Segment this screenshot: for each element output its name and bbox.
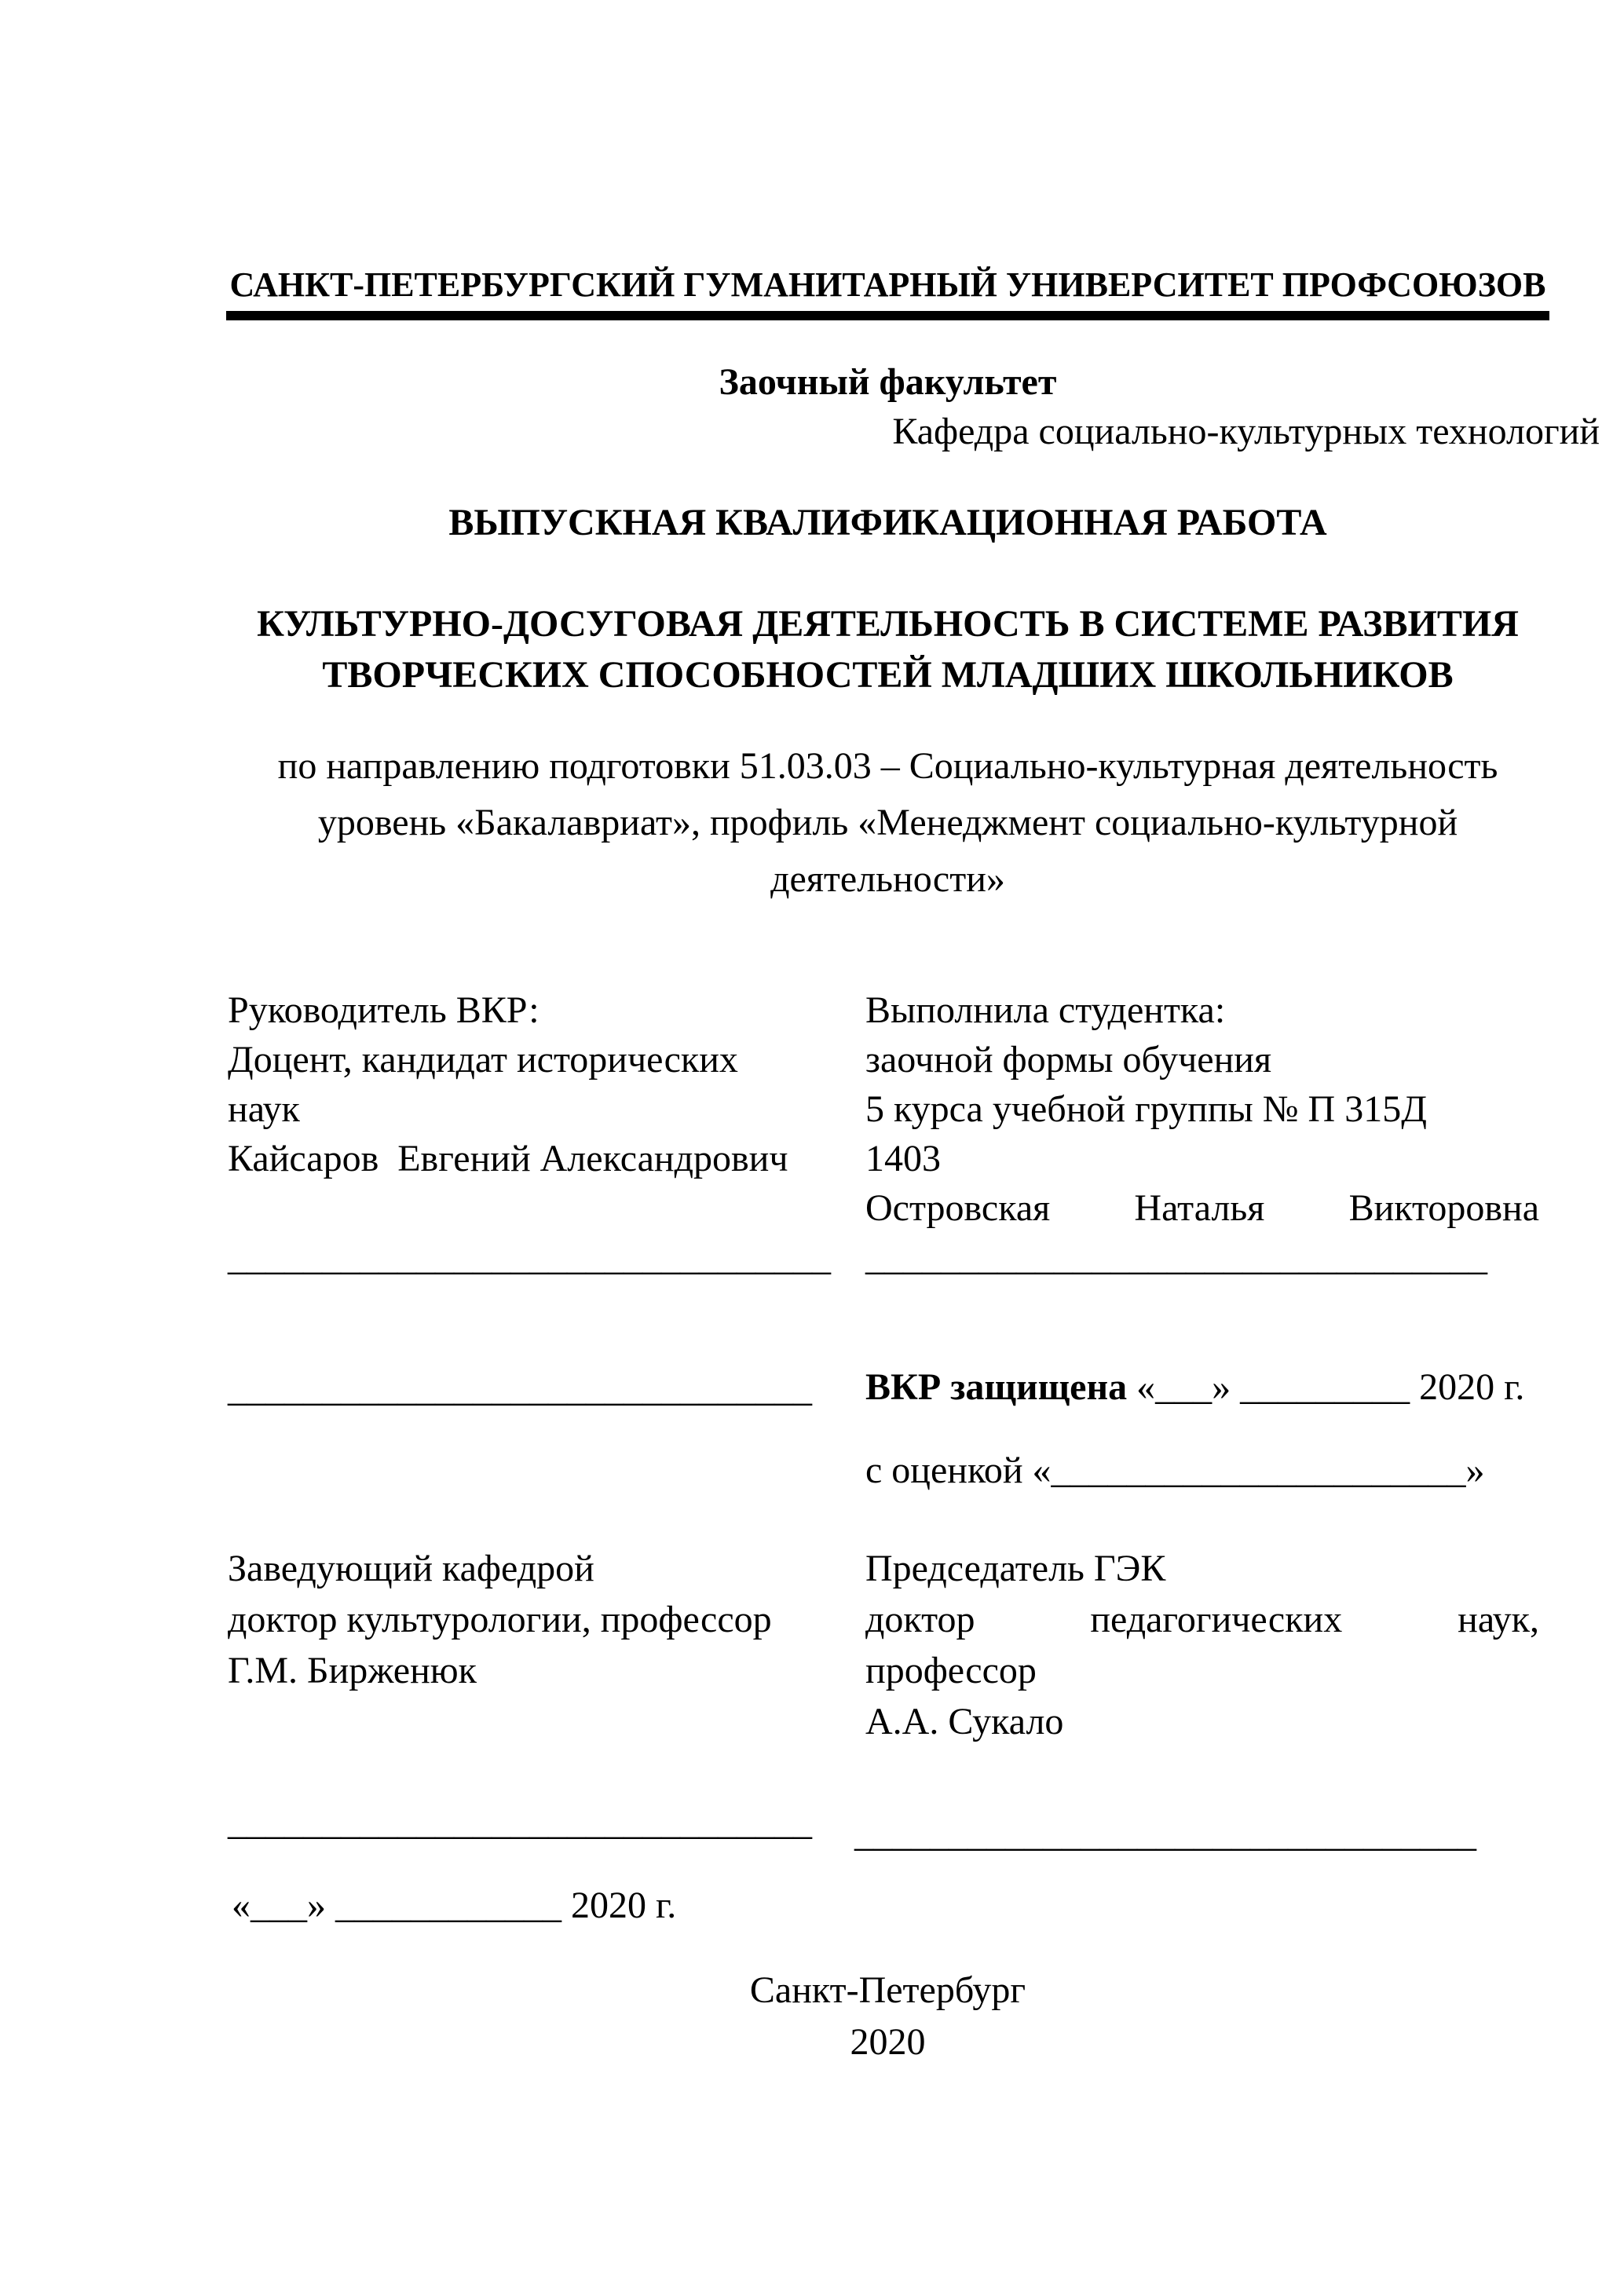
student-line1: заочной формы обучения — [865, 1039, 1272, 1080]
dept-head-name: Г.М. Бирженюк — [228, 1650, 477, 1691]
program-block — [226, 738, 1549, 908]
defense-date-line — [865, 1362, 1572, 1412]
defense-date-blanks: «___» _________ 2020 г. — [1127, 1366, 1525, 1408]
supervisor-signature-line: ________________________________ — [228, 1237, 831, 1278]
program-line1: по направлению подготовки 51.03.03 – Социально-культурная деятельность — [277, 745, 1498, 787]
student-line3: 1403 — [865, 1138, 941, 1179]
gek-chair-heading: Председатель ГЭК — [865, 1548, 1166, 1589]
dept-head-date-line: «___» ____________ 2020 г. — [232, 1885, 677, 1926]
supervisor-block — [228, 985, 899, 1282]
gek-chair-signature-line: _________________________________ — [854, 1813, 1476, 1855]
program-line2: уровень «Бакалавриат», профиль «Менеджмент социально-культурной — [317, 802, 1458, 843]
student-line2: 5 курса учебной группы № П 315Д — [865, 1088, 1427, 1130]
supervisor-degree-line1: Доцент, кандидат исторических — [228, 1039, 738, 1080]
dept-head-block — [228, 1543, 899, 1696]
gek-chair-name: А.А. Сукало — [865, 1701, 1064, 1742]
dept-head-heading: Заведующий кафедрой — [228, 1548, 594, 1589]
footer-year: 2020 — [850, 2021, 926, 2063]
program-line3: деятельности» — [770, 858, 1005, 900]
footer-city: Санкт-Петербург — [749, 1969, 1026, 2011]
dept-head-signature-line: _______________________________ — [228, 1801, 812, 1843]
supervisor-name: Кайсаров Евгений Александрович — [228, 1138, 788, 1179]
gek-chair-degree-line2: профессор — [865, 1650, 1037, 1691]
supervisor-signature-line2: _______________________________ — [228, 1368, 812, 1409]
thesis-title — [226, 598, 1549, 700]
supervisor-heading: Руководитель ВКР: — [228, 989, 540, 1031]
defense-label: ВКР защищена — [865, 1366, 1128, 1408]
department-name: Кафедра социально-культурных технологий — [892, 411, 1600, 452]
defense-grade-line: с оценкой «______________________» — [865, 1450, 1485, 1491]
university-name: САНКТ-ПЕТЕРБУРГСКИЙ ГУМАНИТАРНЫЙ УНИВЕРСИТЕТ ПРОФСОЮЗОВ — [226, 265, 1549, 320]
thesis-title-line2: ТВОРЧЕСКИХ СПОСОБНОСТЕЙ МЛАДШИХ ШКОЛЬНИКОВ — [322, 654, 1454, 696]
dept-head-degree: доктор культурологии, профессор — [228, 1599, 772, 1640]
spacer-line — [228, 1183, 899, 1233]
student-heading: Выполнила студентка: — [865, 989, 1226, 1031]
student-block — [865, 985, 1539, 1282]
supervisor-degree-line2: наук — [228, 1088, 300, 1130]
student-signature-line: _________________________________ — [865, 1237, 1487, 1278]
faculty-name: Заочный факультет — [719, 361, 1057, 403]
gek-chair-block — [865, 1543, 1539, 1747]
work-type-heading: ВЫПУСКНАЯ КВАЛИФИКАЦИОННАЯ РАБОТА — [448, 502, 1327, 543]
gek-chair-degree-line1: доктор педагогических наук, — [865, 1599, 1539, 1640]
student-name: Островская Наталья Викторовна — [865, 1187, 1539, 1229]
footer-block — [226, 1965, 1549, 2068]
thesis-title-line1: КУЛЬТУРНО-ДОСУГОВАЯ ДЕЯТЕЛЬНОСТЬ В СИСТЕМЕ РАЗВИТИЯ — [257, 603, 1519, 645]
